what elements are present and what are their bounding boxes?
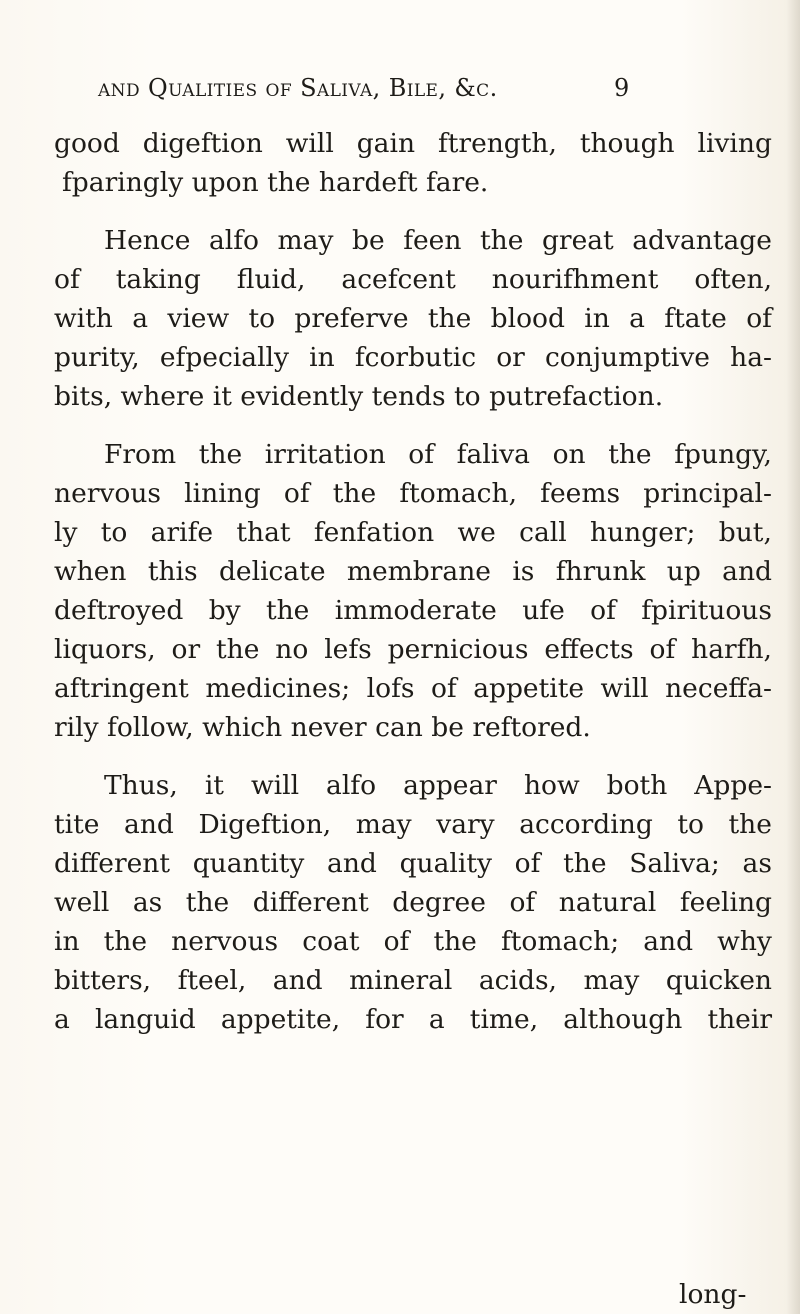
word: ha-	[730, 342, 772, 373]
word: in	[309, 342, 335, 373]
word: principal-	[643, 478, 772, 509]
word: Digeftion,	[198, 809, 332, 840]
word: will	[250, 770, 300, 801]
word: fpungy,	[674, 439, 772, 470]
word: view	[167, 303, 230, 334]
word: feeling	[679, 887, 772, 918]
word: be	[351, 225, 385, 256]
word: vary	[436, 809, 495, 840]
text-line	[54, 805, 772, 844]
word: irritation	[264, 439, 386, 470]
text-line: bits, where it evidently tends to putrefaction.	[54, 381, 664, 412]
word: of	[430, 673, 457, 704]
catchword: long-	[679, 1279, 747, 1310]
word: the	[185, 887, 230, 918]
text-line	[54, 299, 772, 338]
word: in	[584, 303, 610, 334]
header-qualities: Qualities of	[148, 74, 293, 102]
word: the	[332, 478, 377, 509]
word: how	[523, 770, 580, 801]
word: ftrength,	[437, 128, 557, 159]
word: of	[514, 848, 541, 879]
word: appear	[403, 770, 497, 801]
word: coat	[302, 926, 360, 957]
word: taking	[115, 264, 201, 295]
page-number: 9	[614, 74, 630, 102]
word: of	[283, 478, 310, 509]
text-line	[54, 883, 772, 922]
word: although	[563, 1004, 683, 1035]
word: medicines;	[205, 673, 351, 704]
word: alfo	[326, 770, 377, 801]
word: the	[198, 439, 243, 470]
word: gain	[356, 128, 416, 159]
word: arife	[150, 517, 214, 548]
word: why	[717, 926, 772, 957]
word: the	[216, 634, 260, 665]
word: but,	[718, 517, 772, 548]
word: in	[54, 926, 80, 957]
word: and	[643, 926, 694, 957]
word: tite	[54, 809, 100, 840]
word: advantage	[632, 225, 772, 256]
word: quantity	[192, 848, 305, 879]
word: Thus,	[104, 770, 178, 801]
word: quicken	[665, 965, 772, 996]
word: appetite	[473, 673, 585, 704]
word: great	[541, 225, 614, 256]
word: ftomach;	[500, 926, 620, 957]
word: will	[285, 128, 334, 159]
word: faliva	[456, 439, 530, 470]
word: may	[277, 225, 334, 256]
word: Hence	[104, 225, 191, 256]
word: different	[252, 887, 369, 918]
word: as	[132, 887, 163, 918]
text-line	[54, 844, 772, 883]
word: fcorbutic	[354, 342, 477, 373]
word: up	[666, 556, 701, 587]
text-line	[54, 474, 772, 513]
word: call	[519, 517, 567, 548]
text-line	[54, 513, 772, 552]
word: may	[583, 965, 640, 996]
word: effects	[544, 634, 634, 665]
word: ly	[54, 517, 78, 548]
page-edge-shadow	[786, 0, 800, 1314]
word: different	[54, 848, 171, 879]
word: nourifhment	[491, 264, 659, 295]
text-line	[54, 338, 772, 377]
word: on	[552, 439, 586, 470]
header-bile: Bile, &c.	[388, 74, 498, 102]
word: this	[147, 556, 198, 587]
word: languid	[94, 1004, 196, 1035]
word: deftroyed	[54, 595, 184, 626]
word: immoderate	[334, 595, 497, 626]
word: From	[104, 439, 177, 470]
text-line	[54, 961, 772, 1000]
running-header	[98, 74, 658, 114]
word: is	[512, 556, 535, 587]
text-line	[54, 630, 772, 669]
word: though	[579, 128, 675, 159]
paragraph-from	[54, 435, 772, 474]
word: natural	[558, 887, 657, 918]
word: liquors,	[54, 634, 156, 665]
word: the	[103, 926, 148, 957]
word: of	[383, 926, 410, 957]
word: as	[742, 848, 772, 879]
paragraph-hence	[54, 221, 772, 260]
word: a	[132, 303, 149, 334]
word: harfh,	[691, 634, 772, 665]
word: of	[746, 303, 772, 334]
word: acefcent	[341, 264, 456, 295]
word: it	[204, 770, 224, 801]
header-and: and	[98, 74, 140, 102]
word: alfo	[208, 225, 259, 256]
word: fteel,	[177, 965, 247, 996]
word: living	[697, 128, 772, 159]
word: ftate	[664, 303, 727, 334]
text-line: fparingly upon the hardeft fare.	[62, 167, 489, 198]
text-line	[54, 669, 772, 708]
word: the	[479, 225, 524, 256]
word: the	[608, 439, 652, 470]
word: of	[509, 887, 536, 918]
word: bitters,	[54, 965, 152, 996]
word: good	[54, 128, 120, 159]
word: efpecially	[159, 342, 290, 373]
word: acids,	[478, 965, 557, 996]
text-line	[54, 1000, 772, 1039]
word: of	[54, 264, 80, 295]
word: often,	[694, 264, 772, 295]
word: feems	[540, 478, 621, 509]
word: fluid,	[236, 264, 306, 295]
header-saliva: Saliva,	[300, 74, 381, 102]
word: appetite,	[220, 1004, 341, 1035]
word: may	[355, 809, 412, 840]
word: the	[265, 595, 310, 626]
word: the	[563, 848, 607, 879]
text-line	[54, 552, 772, 591]
word: lining	[184, 478, 261, 509]
word: and	[722, 556, 772, 587]
word: to	[100, 517, 128, 548]
word: or	[171, 634, 201, 665]
word: digeftion	[142, 128, 263, 159]
word: lefs	[324, 634, 372, 665]
word: mineral	[349, 965, 453, 996]
word: of	[408, 439, 435, 470]
word: no	[275, 634, 309, 665]
word: both	[606, 770, 668, 801]
word: the	[427, 303, 472, 334]
word: and	[327, 848, 377, 879]
word: when	[54, 556, 127, 587]
word: nervous	[171, 926, 279, 957]
word: and	[272, 965, 323, 996]
word: of	[649, 634, 676, 665]
word: that	[236, 517, 291, 548]
word: a	[428, 1004, 445, 1035]
word: aftringent	[54, 673, 189, 704]
word: ftomach,	[399, 478, 518, 509]
word: ufe	[522, 595, 565, 626]
word: of	[590, 595, 616, 626]
word: well	[54, 887, 110, 918]
word: the	[433, 926, 477, 957]
word: neceffa-	[665, 673, 772, 704]
word: quality	[399, 848, 492, 879]
word: Appe-	[694, 770, 772, 801]
word: according	[519, 809, 653, 840]
text-line	[54, 124, 772, 163]
word: the	[728, 809, 772, 840]
word: delicate	[218, 556, 326, 587]
word: a	[54, 1004, 70, 1035]
word: preferve	[294, 303, 409, 334]
word: hunger;	[590, 517, 696, 548]
word: to	[248, 303, 276, 334]
word: nervous	[54, 478, 162, 509]
word: by	[208, 595, 241, 626]
word: fpirituous	[641, 595, 772, 626]
word: or	[496, 342, 525, 373]
word: time,	[469, 1004, 539, 1035]
word: their	[707, 1004, 772, 1035]
text-line	[54, 260, 772, 299]
word: degree	[392, 887, 486, 918]
word: and	[124, 809, 174, 840]
word: conjumptive	[544, 342, 710, 373]
word: blood	[490, 303, 565, 334]
word: a	[629, 303, 645, 334]
word: for	[365, 1004, 404, 1035]
paragraph-thus	[54, 766, 772, 805]
word: Saliva;	[629, 848, 720, 879]
word: fenfation	[313, 517, 435, 548]
word: fhrunk	[555, 556, 646, 587]
word: we	[457, 517, 496, 548]
text-line: rily follow, which never can be reftored.	[54, 712, 591, 743]
text-line	[54, 922, 772, 961]
word: will	[600, 673, 649, 704]
word: membrane	[346, 556, 491, 587]
word: lofs	[366, 673, 415, 704]
body-text	[54, 124, 772, 1039]
word: with	[54, 303, 113, 334]
word: pernicious	[387, 634, 529, 665]
word: to	[677, 809, 704, 840]
word: feen	[403, 225, 462, 256]
text-line	[54, 591, 772, 630]
word: purity,	[54, 342, 140, 373]
